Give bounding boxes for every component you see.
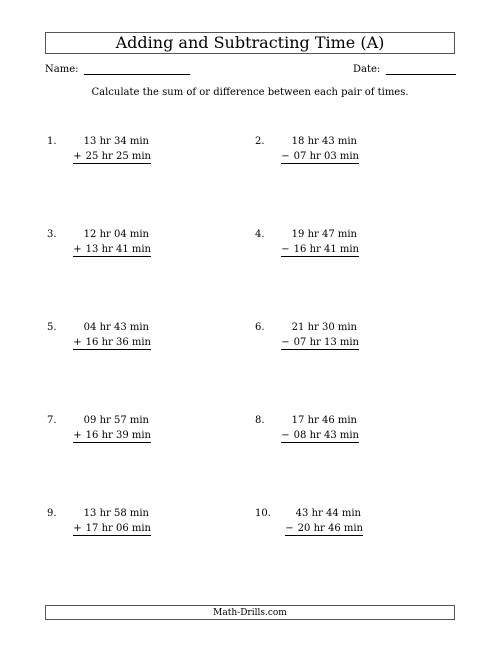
problem-1 <box>47 136 157 166</box>
name-field[interactable] <box>45 64 190 75</box>
instructions: Calculate the sum of or difference between each pair of times. <box>91 87 409 98</box>
problem-bottom-time: 16 hr 36 min <box>85 337 151 348</box>
problem-bottom-row <box>281 151 359 164</box>
problem-bottom-time: 08 hr 43 min <box>293 430 359 441</box>
worksheet-title <box>45 32 455 54</box>
problem-bottom-time: 20 hr 46 min <box>297 523 363 534</box>
problem-3 <box>47 229 157 259</box>
date-field[interactable] <box>353 64 456 75</box>
problem-number: 1. <box>47 136 57 147</box>
problem-number: 5. <box>47 322 57 333</box>
problem-top-time: 21 hr 30 min <box>291 322 357 333</box>
problem-number: 6. <box>255 322 265 333</box>
problem-top-time: 13 hr 58 min <box>83 508 149 519</box>
problem-bottom-time: 25 hr 25 min <box>85 151 151 162</box>
problem-bottom-row <box>281 430 359 443</box>
name-blank-line[interactable] <box>84 64 190 75</box>
problem-4 <box>255 229 365 259</box>
operator-sign: + <box>73 151 82 162</box>
problem-10 <box>255 508 367 538</box>
problem-number: 7. <box>47 415 57 426</box>
operator-sign: − <box>281 151 290 162</box>
date-label: Date: <box>353 64 381 75</box>
operator-sign: − <box>281 430 290 441</box>
problem-bottom-time: 16 hr 41 min <box>293 244 359 255</box>
date-blank-line[interactable] <box>386 64 456 75</box>
problem-bottom-row <box>73 523 151 536</box>
problem-bottom-time: 16 hr 39 min <box>85 430 151 441</box>
problem-top-time: 12 hr 04 min <box>83 229 149 240</box>
problem-bottom-time: 13 hr 41 min <box>85 244 151 255</box>
problem-top-time: 18 hr 43 min <box>291 136 357 147</box>
problem-7 <box>47 415 157 445</box>
problem-bottom-row <box>73 151 151 164</box>
footer <box>45 605 455 620</box>
problem-top-time: 17 hr 46 min <box>291 415 357 426</box>
problem-bottom-row <box>73 337 151 350</box>
operator-sign: + <box>73 430 82 441</box>
problem-top-time: 04 hr 43 min <box>83 322 149 333</box>
problem-bottom-row <box>285 523 363 536</box>
problem-2 <box>255 136 365 166</box>
footer-text: Math-Drills.com <box>213 607 287 618</box>
operator-sign: + <box>73 523 82 534</box>
operator-sign: + <box>73 337 82 348</box>
problem-9 <box>47 508 157 538</box>
problem-bottom-row <box>73 430 151 443</box>
problem-8 <box>255 415 365 445</box>
name-label: Name: <box>45 64 79 75</box>
problem-top-time: 19 hr 47 min <box>291 229 357 240</box>
problem-6 <box>255 322 365 352</box>
operator-sign: − <box>281 244 290 255</box>
problem-number: 2. <box>255 136 265 147</box>
problem-top-time: 09 hr 57 min <box>83 415 149 426</box>
operator-sign: − <box>285 523 294 534</box>
problem-number: 4. <box>255 229 265 240</box>
problem-bottom-row <box>281 244 359 257</box>
problem-number: 9. <box>47 508 57 519</box>
problem-bottom-row <box>73 244 151 257</box>
problem-bottom-time: 17 hr 06 min <box>85 523 151 534</box>
problem-top-time: 43 hr 44 min <box>295 508 361 519</box>
problem-bottom-time: 07 hr 03 min <box>293 151 359 162</box>
operator-sign: − <box>281 337 290 348</box>
problem-top-time: 13 hr 34 min <box>83 136 149 147</box>
problem-bottom-row <box>281 337 359 350</box>
operator-sign: + <box>73 244 82 255</box>
problem-number: 10. <box>255 508 271 519</box>
problem-number: 8. <box>255 415 265 426</box>
problem-number: 3. <box>47 229 57 240</box>
worksheet-title-text: Adding and Subtracting Time (A) <box>115 33 385 52</box>
problem-5 <box>47 322 157 352</box>
problem-bottom-time: 07 hr 13 min <box>293 337 359 348</box>
